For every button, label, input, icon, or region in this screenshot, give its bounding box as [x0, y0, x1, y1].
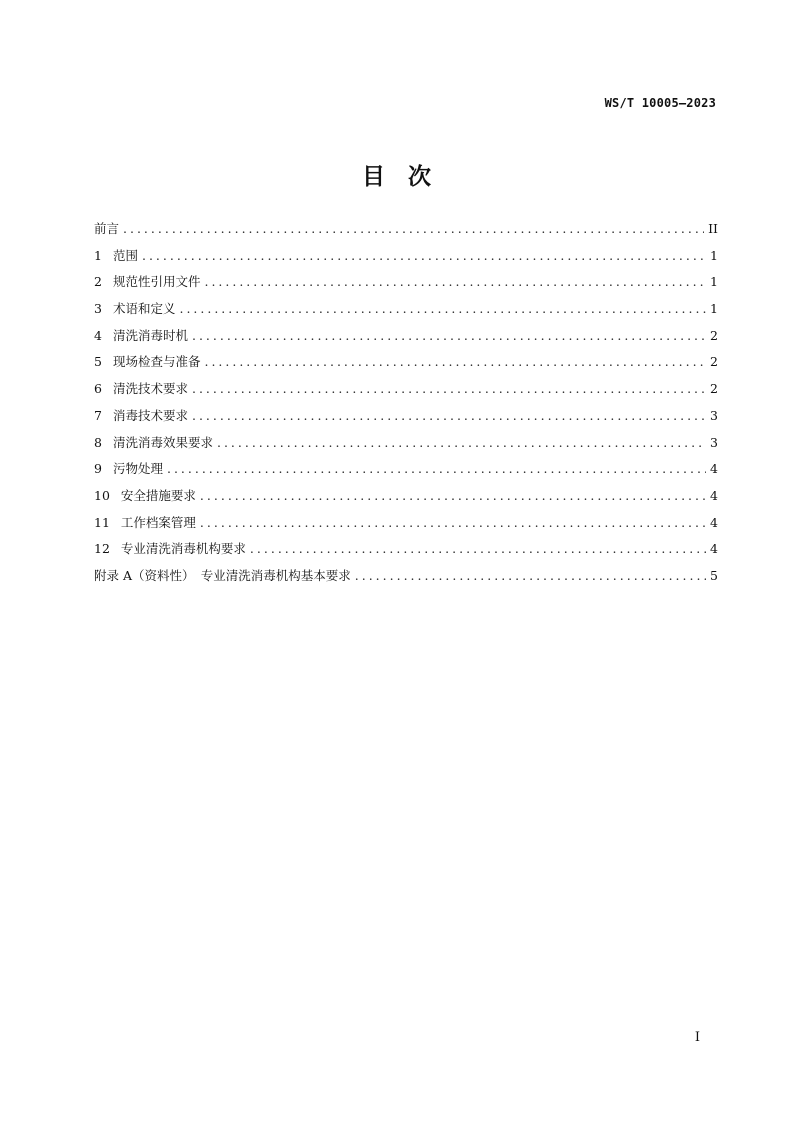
dot-leader [204, 271, 706, 293]
toc-entry-title: 术语和定义 [112, 301, 176, 317]
page-title: 目 次 [362, 164, 431, 190]
page-number: I [694, 1030, 700, 1045]
document-code: WS/T 10005—2023 [604, 96, 716, 110]
dot-leader [200, 485, 706, 507]
dot-leader [250, 538, 706, 560]
toc-entry-1[interactable] [94, 245, 718, 272]
toc-entry-number: 3 [94, 301, 102, 317]
toc-entry-title: 消毒技术要求 [112, 407, 188, 423]
toc-entry-page: 5 [710, 567, 718, 583]
toc-entry-page: 1 [710, 301, 718, 317]
toc-entry-title: 工作档案管理 [120, 514, 196, 530]
toc-entry-title: 专业清洗消毒机构要求 [120, 541, 246, 557]
toc-entry-number: 5 [94, 354, 102, 370]
toc-entry-appendix-a[interactable] [94, 565, 718, 592]
toc-entry-title: 范围 [112, 247, 138, 263]
toc-entry-title: 附录 A（资料性） 专业清洗消毒机构基本要求 [94, 567, 351, 583]
dot-leader [192, 405, 706, 427]
toc-entry-number: 12 [94, 541, 110, 557]
toc-entry-3[interactable] [94, 298, 718, 325]
toc-entry-9[interactable] [94, 458, 718, 485]
dot-leader [142, 245, 706, 267]
toc-entry-page: 3 [710, 407, 718, 423]
toc-entry-7[interactable] [94, 405, 718, 432]
toc-entry-4[interactable] [94, 325, 718, 352]
toc-entry-page: 2 [710, 354, 718, 370]
toc-entry-5[interactable] [94, 351, 718, 378]
toc-entry-page: 4 [710, 461, 718, 477]
toc-entry-page: 1 [710, 274, 718, 290]
toc-entry-title: 污物处理 [112, 461, 163, 477]
dot-leader [204, 351, 706, 373]
toc-entry-10[interactable] [94, 485, 718, 512]
toc-entry-number: 1 [94, 247, 102, 263]
toc-entry-page: 3 [710, 434, 718, 450]
dot-leader [355, 565, 706, 587]
dot-leader [192, 325, 706, 347]
toc-entry-12[interactable] [94, 538, 718, 565]
dot-leader [200, 512, 706, 534]
toc-entry-2[interactable] [94, 271, 718, 298]
toc-entry-page: 4 [710, 514, 718, 530]
toc-entry-page: 4 [710, 487, 718, 503]
toc-entry-6[interactable] [94, 378, 718, 405]
toc-entry-number: 8 [94, 434, 102, 450]
dot-leader [192, 378, 706, 400]
toc-entry-number: 6 [94, 381, 102, 397]
toc-entry-page: 1 [710, 247, 718, 263]
dot-leader [123, 218, 704, 240]
toc-entry-number: 9 [94, 461, 102, 477]
dot-leader [167, 458, 706, 480]
toc-entry-number: 2 [94, 274, 102, 290]
toc-entry-number: 7 [94, 407, 102, 423]
toc-entry-8[interactable] [94, 432, 718, 459]
toc-entry-11[interactable] [94, 512, 718, 539]
toc-entry-title: 现场检查与准备 [112, 354, 201, 370]
toc-entry-foreword[interactable] [94, 218, 718, 245]
toc-entry-title: 规范性引用文件 [112, 274, 201, 290]
dot-leader [179, 298, 706, 320]
toc-entry-page: 2 [710, 381, 718, 397]
toc-entry-title: 清洗消毒效果要求 [112, 434, 213, 450]
toc-entry-number: 11 [94, 514, 110, 530]
toc-entry-title: 安全措施要求 [120, 487, 196, 503]
dot-leader [217, 432, 706, 454]
toc-entry-number: 10 [94, 487, 110, 503]
toc-entry-page: 2 [710, 327, 718, 343]
toc-entry-title: 前言 [94, 221, 120, 236]
toc-entry-title: 清洗消毒时机 [112, 327, 188, 343]
toc-entry-page: 4 [710, 541, 718, 557]
toc-entry-number: 4 [94, 327, 102, 343]
toc-entry-page: II [708, 221, 718, 236]
table-of-contents [94, 218, 718, 592]
toc-entry-title: 清洗技术要求 [112, 381, 188, 397]
